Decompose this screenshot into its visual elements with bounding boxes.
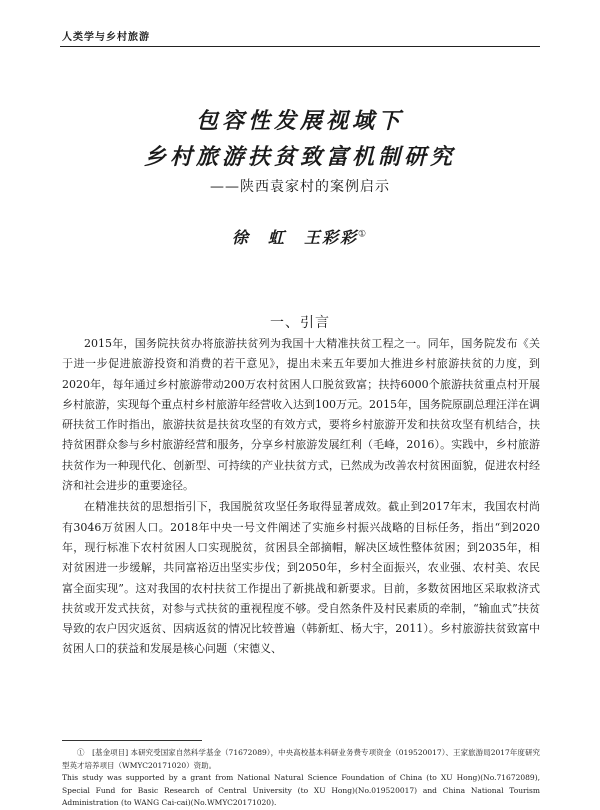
section-heading: 一、引言	[270, 315, 330, 331]
subtitle: ——陕西袁家村的案例启示	[210, 179, 390, 195]
footnote-rule	[62, 740, 202, 741]
footnote-line-cn: ① [基金项目] 本研究受国家自然科学基金（71672089），中央高校基本科研业务费专项资金（019520017）、王家旅游局2017年度研究型英才培养项目（WMYC20171020）资助。	[62, 748, 540, 770]
authors	[0, 225, 600, 248]
footnote-line-en: This study was supported by a grant from National Natural Science Foundation of China (to XU Hong)(No.71672089), Special Fund for Basic Research of Central University (to XU Hong)(No.019520017) and China National Tourism Administration (to WANG Cai-cai)(No.WMYC20171020).	[62, 773, 540, 807]
body-text	[62, 334, 540, 660]
running-head: 人类学与乡村旅游	[62, 32, 150, 43]
header-rule	[60, 46, 540, 47]
paragraph: 2015年，国务院扶贫办将旅游扶贫列为我国十大精准扶贫工程之一。同年，国务院发布《关于进一步促进旅游投资和消费的若干意见》，提出未来五年要加大推进乡村旅游扶贫的力度，到2020年，每年通过乡村旅游带动200万农村贫困人口脱贫致富；扶持6000个旅游扶贫重点村开展乡村旅游，实现每个重点村乡村旅游年经营收入达到100万元。2015年，国务院原副总理汪洋在调研扶贫工作时指出，旅游扶贫是扶贫攻坚的有效方式，要将乡村旅游开发和扶贫攻坚有机结合，扶持贫困群众参与乡村旅游经营和服务，分享乡村旅游发展红利（毛峰，2016）。实践中，乡村旅游扶贫作为一种现代化、创新型、可持续的产业扶贫方式，已然成为改善农村贫困面貌，促进农村经济和社会进步的重要途径。	[62, 337, 540, 493]
paragraph: 在精准扶贫的思想指引下，我国脱贫攻坚任务取得显著成效。截止到2017年末，我国农村尚有3046万贫困人口。2018年中央一号文件阐述了实施乡村振兴战略的目标任务，指出“到2020年，现行标准下农村贫困人口实现脱贫，贫困县全部摘帽，解决区域性整体贫困；到2035年，相对贫困进一步缓解，共同富裕迈出坚实步伐；到2050年，乡村全面振兴，农业强、农村美、农民富全面实现”。这对我国的农村扶贫工作提出了新挑战和新要求。目前，多数贫困地区采取救济式扶贫或开发式扶贫，对参与式扶贫的重视程度不够。受自然条件及村民素质的牵制，“输血式”扶贫导致的农户因灾返贫、因病返贫的情况比较普遍（韩新虹、杨大宇，2011）。乡村旅游扶贫致富中贫困人口的获益和发展是核心问题（宋德义、	[62, 500, 540, 656]
title-line-2: 乡村旅游扶贫致富机制研究	[143, 144, 456, 170]
author-footnote-mark: ①	[357, 229, 369, 240]
title-line-1: 包容性发展视域下	[195, 108, 404, 134]
footnote	[62, 747, 540, 810]
author-names: 徐 虹 王彩彩	[231, 228, 358, 247]
